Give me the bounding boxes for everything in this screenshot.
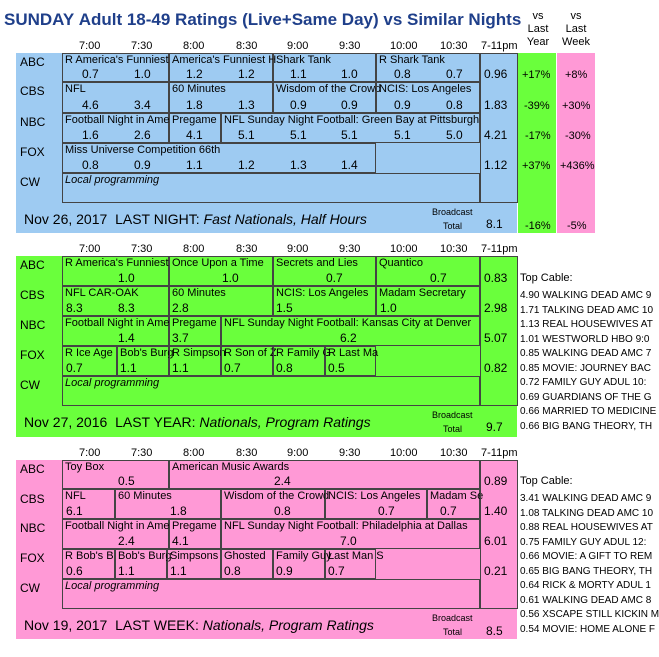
program-cell: R Last Ma bbox=[325, 346, 376, 376]
total-column bbox=[480, 256, 518, 406]
program-cell: NFL Sunday Night Football: Philadelphia at Dallas bbox=[221, 519, 480, 549]
cable-item: 0.85 MOVIE: JOURNEY BAC bbox=[520, 362, 651, 374]
program-cell: R Shark Tank bbox=[376, 53, 480, 82]
rating: 1.3 bbox=[238, 98, 255, 112]
program-cell: Shark Tank bbox=[273, 53, 376, 82]
rating: 2.6 bbox=[134, 128, 151, 142]
rating: 0.7 bbox=[440, 504, 457, 518]
rating: 0.9 bbox=[290, 98, 307, 112]
cable-item: 0.75 FAMILY GUY ADUL 12: bbox=[520, 536, 647, 548]
rating: 0.8 bbox=[224, 564, 241, 578]
footer-date: Nov 26, 2017 LAST NIGHT: Fast Nationals, Half Hours bbox=[24, 211, 367, 227]
cable-item: 1.08 TALKING DEAD AMC 10 bbox=[520, 507, 654, 519]
cable-item: 0.54 MOVIE: HOME ALONE F bbox=[520, 623, 656, 635]
program-cell: Ghosted bbox=[221, 549, 273, 579]
network-cw: CW bbox=[20, 378, 40, 392]
time-label: 7:30 bbox=[131, 40, 153, 52]
rating: 1.0 bbox=[380, 301, 397, 315]
total-rating: 5.07 bbox=[484, 331, 508, 345]
rating: 7.0 bbox=[340, 534, 357, 548]
rating: 1.1 bbox=[290, 67, 307, 81]
program-cell: R Son of Z bbox=[221, 346, 273, 376]
network-cbs: CBS bbox=[20, 492, 45, 506]
rating: 1.0 bbox=[341, 67, 358, 81]
rating: 1.1 bbox=[120, 361, 137, 375]
rating: 1.3 bbox=[290, 158, 307, 172]
footer-date: Nov 19, 2017 LAST WEEK: Nationals, Program Ratings bbox=[24, 617, 374, 633]
rating: 1.1 bbox=[170, 564, 187, 578]
cable-item: 1.01 WESTWORLD HBO 9:0 bbox=[520, 333, 650, 345]
time-label: 7:00 bbox=[79, 447, 101, 459]
total-rating: 0.96 bbox=[484, 67, 508, 81]
vs-week: -30% bbox=[565, 130, 591, 142]
network-nbc: NBC bbox=[20, 318, 46, 332]
total-rating: 0.89 bbox=[484, 474, 508, 488]
vs-week: +8% bbox=[565, 69, 588, 81]
rating: 1.5 bbox=[276, 301, 293, 315]
program-cell: Last Man S bbox=[325, 549, 376, 579]
rating: 1.2 bbox=[238, 158, 255, 172]
rating: 4.6 bbox=[82, 98, 99, 112]
program-cell: Football Night in Ame bbox=[62, 316, 169, 346]
rating: 4.1 bbox=[172, 534, 189, 548]
time-label: 8:00 bbox=[183, 447, 205, 459]
rating: 5.0 bbox=[446, 128, 463, 142]
program-cell: R Bob's B bbox=[62, 549, 115, 579]
rating: 8.3 bbox=[66, 301, 83, 315]
program-cell: 60 Minutes bbox=[169, 82, 273, 113]
program-cell: NCIS: Los Angeles bbox=[325, 489, 427, 519]
program-cell: Local programming bbox=[62, 173, 480, 203]
vs-last-week-header: vs Last Week bbox=[562, 10, 590, 48]
total-rating: 6.01 bbox=[484, 534, 508, 548]
network-nbc: NBC bbox=[20, 115, 46, 129]
rating: 0.7 bbox=[328, 564, 345, 578]
program-cell: 60 Minutes bbox=[169, 286, 273, 316]
program-cell: Pregame bbox=[169, 519, 221, 549]
rating: 2.4 bbox=[118, 534, 135, 548]
rating: 1.1 bbox=[118, 564, 135, 578]
time-label: 7-11pm bbox=[481, 40, 518, 52]
time-label: 9:30 bbox=[339, 447, 361, 459]
network-nbc: NBC bbox=[20, 521, 46, 535]
network-fox: FOX bbox=[20, 551, 45, 565]
total-rating: 1.12 bbox=[484, 158, 508, 172]
time-label: 9:00 bbox=[287, 243, 309, 255]
rating: 1.0 bbox=[222, 271, 239, 285]
rating: 0.7 bbox=[224, 361, 241, 375]
time-label: 7:00 bbox=[79, 243, 101, 255]
broadcast-total: 8.5 bbox=[486, 624, 503, 638]
program-cell: Family Guy bbox=[273, 549, 325, 579]
rating: 1.2 bbox=[186, 67, 203, 81]
program-cell: Pregame bbox=[169, 113, 221, 143]
time-label: 7:00 bbox=[79, 40, 101, 52]
rating: 2.8 bbox=[172, 301, 189, 315]
program-cell: Local programming bbox=[62, 376, 480, 406]
time-label: 7-11pm bbox=[481, 243, 518, 255]
program-cell: Quantico bbox=[376, 256, 480, 286]
cable-item: 0.56 XSCAPE STILL KICKIN M bbox=[520, 609, 659, 620]
program-cell: Miss Universe Competition 66th bbox=[62, 143, 376, 173]
cable-item: 0.85 WALKING DEAD AMC 7 bbox=[520, 348, 652, 359]
rating: 0.8 bbox=[274, 504, 291, 518]
cable-item: 0.69 GUARDIANS OF THE G bbox=[520, 391, 652, 403]
rating: 0.7 bbox=[446, 67, 463, 81]
broadcast-total: 8.1 bbox=[486, 217, 503, 231]
program-cell: Madam Secretary bbox=[376, 286, 480, 316]
rating: 0.7 bbox=[326, 271, 343, 285]
rating: 0.8 bbox=[276, 361, 293, 375]
program-cell: R Family G bbox=[273, 346, 325, 376]
rating: 0.9 bbox=[394, 98, 411, 112]
rating: 0.7 bbox=[82, 67, 99, 81]
time-label: 9:30 bbox=[339, 243, 361, 255]
program-cell: NCIS: Los Angeles bbox=[376, 82, 480, 113]
program-cell: R America's Funniest bbox=[62, 53, 169, 82]
total-column bbox=[480, 460, 518, 609]
rating: 1.0 bbox=[134, 67, 151, 81]
rating: 0.9 bbox=[134, 158, 151, 172]
rating: 4.1 bbox=[186, 128, 203, 142]
rating: 5.1 bbox=[238, 128, 255, 142]
time-label: 10:30 bbox=[440, 40, 468, 52]
time-label: 9:00 bbox=[287, 40, 309, 52]
program-cell: Wisdom of the Crowd bbox=[273, 82, 376, 113]
rating: 0.6 bbox=[66, 564, 83, 578]
time-label: 10:00 bbox=[390, 40, 418, 52]
vs-last-year-header: vs Last Year bbox=[526, 10, 550, 48]
vs-week: +436% bbox=[560, 160, 595, 172]
cable-item: 0.88 REAL HOUSEWIVES AT bbox=[520, 522, 653, 533]
vs-year: +17% bbox=[522, 69, 551, 81]
rating: 0.9 bbox=[341, 98, 358, 112]
rating: 6.1 bbox=[66, 504, 83, 518]
rating: 1.6 bbox=[82, 128, 99, 142]
cable-item: 0.64 RICK & MORTY ADUL 1 bbox=[520, 580, 651, 591]
network-fox: FOX bbox=[20, 145, 45, 159]
time-label: 10:00 bbox=[390, 447, 418, 459]
rating: 3.4 bbox=[134, 98, 151, 112]
cable-item: 1.13 REAL HOUSEWIVES AT bbox=[520, 319, 653, 330]
program-cell: R Ice Age bbox=[62, 346, 117, 376]
vs-year: -39% bbox=[524, 100, 550, 112]
total-rating: 1.40 bbox=[484, 504, 508, 518]
rating: 3.7 bbox=[172, 331, 189, 345]
program-cell: NFL Sunday Night Football: Green Bay at Pittsburgh bbox=[221, 113, 480, 143]
network-cw: CW bbox=[20, 175, 40, 189]
cable-item: 0.72 FAMILY GUY ADUL 10: bbox=[520, 377, 647, 388]
broadcast-total: 9.7 bbox=[486, 420, 503, 434]
time-label: 8:00 bbox=[183, 40, 205, 52]
network-cbs: CBS bbox=[20, 288, 45, 302]
program-cell: Toy Box bbox=[62, 460, 169, 489]
time-label: 7:30 bbox=[131, 243, 153, 255]
rating: 5.1 bbox=[341, 128, 358, 142]
program-cell: R America's Funniest bbox=[62, 256, 169, 286]
rating: 0.5 bbox=[328, 361, 345, 375]
cable-item: 0.66 MOVIE: A GIFT TO REM bbox=[520, 551, 653, 562]
page-title: SUNDAY Adult 18-49 Ratings (Live+Same Day) vs Similar Nights bbox=[4, 10, 522, 29]
rating: 0.7 bbox=[378, 504, 395, 518]
rating: 1.8 bbox=[170, 504, 187, 518]
total-column bbox=[480, 53, 518, 203]
total-label: Total bbox=[443, 627, 463, 637]
rating: 5.1 bbox=[394, 128, 411, 142]
rating: 8.3 bbox=[118, 301, 135, 315]
total-rating: 4.21 bbox=[484, 128, 508, 142]
program-cell: Wisdom of the Crowd bbox=[221, 489, 325, 519]
network-abc: ABC bbox=[20, 462, 45, 476]
time-label: 8:00 bbox=[183, 243, 205, 255]
cable-item: 1.71 TALKING DEAD AMC 10 bbox=[520, 304, 654, 316]
program-cell: 60 Minutes bbox=[115, 489, 221, 519]
vs-week: -5% bbox=[567, 220, 587, 232]
total-label: Total bbox=[443, 424, 463, 434]
time-label: 8:30 bbox=[236, 243, 258, 255]
total-rating: 1.83 bbox=[484, 98, 508, 112]
vs-week: +30% bbox=[562, 100, 591, 112]
program-cell: NCIS: Los Angeles bbox=[273, 286, 376, 316]
time-label: 9:00 bbox=[287, 447, 309, 459]
time-label: 9:30 bbox=[339, 40, 361, 52]
rating: 0.8 bbox=[446, 98, 463, 112]
total-rating: 2.98 bbox=[484, 301, 508, 315]
time-label: 8:30 bbox=[236, 447, 258, 459]
network-fox: FOX bbox=[20, 348, 45, 362]
time-label: 8:30 bbox=[236, 40, 258, 52]
rating: 1.0 bbox=[118, 271, 135, 285]
time-label: 10:30 bbox=[440, 447, 468, 459]
program-cell: Bob's Burg bbox=[115, 549, 167, 579]
cable-item: 4.90 WALKING DEAD AMC 9 bbox=[520, 290, 652, 301]
top-cable-title: Top Cable: bbox=[520, 272, 573, 284]
program-cell: NFL Sunday Night Football: Kansas City at Denver bbox=[221, 316, 480, 346]
vs-year: +37% bbox=[522, 160, 551, 172]
rating: 1.8 bbox=[186, 98, 203, 112]
program-cell: Once Upon a Time bbox=[169, 256, 273, 286]
time-label: 10:00 bbox=[390, 243, 418, 255]
rating: 0.9 bbox=[276, 564, 293, 578]
program-cell: Local programming bbox=[62, 579, 480, 609]
program-cell: Secrets and Lies bbox=[273, 256, 376, 286]
vs-year: -17% bbox=[525, 130, 551, 142]
network-abc: ABC bbox=[20, 258, 45, 272]
total-rating: 0.21 bbox=[484, 564, 508, 578]
vs-year: -16% bbox=[525, 220, 551, 232]
network-cw: CW bbox=[20, 581, 40, 595]
program-cell: NFL CAR-OAK bbox=[62, 286, 169, 316]
cable-item: 0.66 MARRIED TO MEDICINE bbox=[520, 406, 657, 417]
rating: 1.1 bbox=[172, 361, 189, 375]
program-cell: R Simpson bbox=[169, 346, 221, 376]
rating: 6.2 bbox=[340, 331, 357, 345]
broadcast-label: Broadcast bbox=[432, 207, 473, 217]
cable-item: 3.41 WALKING DEAD AMC 9 bbox=[520, 493, 652, 504]
program-cell: American Music Awards bbox=[169, 460, 480, 489]
program-cell: Football Night in Ame bbox=[62, 519, 169, 549]
program-cell: NFL bbox=[62, 82, 169, 113]
time-label: 10:30 bbox=[440, 243, 468, 255]
rating: 5.1 bbox=[290, 128, 307, 142]
total-label: Total bbox=[443, 221, 463, 231]
network-abc: ABC bbox=[20, 55, 45, 69]
program-cell: Pregame bbox=[169, 316, 221, 346]
cable-item: 0.66 BIG BANG THEORY, TH bbox=[520, 420, 653, 432]
time-label: 7-11pm bbox=[481, 447, 518, 459]
rating: 1.1 bbox=[186, 158, 203, 172]
program-cell: Simpsons bbox=[167, 549, 221, 579]
top-cable-title: Top Cable: bbox=[520, 475, 573, 487]
broadcast-label: Broadcast bbox=[432, 410, 473, 420]
cable-item: 0.61 WALKING DEAD AMC 8 bbox=[520, 594, 652, 606]
program-cell: America's Funniest H bbox=[169, 53, 273, 82]
rating: 1.4 bbox=[341, 158, 358, 172]
rating: 1.2 bbox=[238, 67, 255, 81]
program-cell: Bob's Burg bbox=[117, 346, 169, 376]
rating: 0.8 bbox=[82, 158, 99, 172]
program-cell: Madam Se bbox=[427, 489, 480, 519]
time-label: 7:30 bbox=[131, 447, 153, 459]
rating: 0.7 bbox=[430, 271, 447, 285]
program-cell: Football Night in Ame bbox=[62, 113, 169, 143]
rating: 0.7 bbox=[66, 361, 83, 375]
rating: 2.4 bbox=[274, 474, 291, 488]
total-rating: 0.82 bbox=[484, 361, 508, 375]
cable-item: 0.65 BIG BANG THEORY, TH bbox=[520, 565, 653, 577]
network-cbs: CBS bbox=[20, 84, 45, 98]
rating: 0.5 bbox=[118, 474, 135, 488]
program-cell: NFL bbox=[62, 489, 115, 519]
rating: 0.8 bbox=[394, 67, 411, 81]
broadcast-label: Broadcast bbox=[432, 613, 473, 623]
rating: 1.4 bbox=[118, 331, 135, 345]
total-rating: 0.83 bbox=[484, 271, 508, 285]
footer-date: Nov 27, 2016 LAST YEAR: Nationals, Program Ratings bbox=[24, 414, 371, 430]
